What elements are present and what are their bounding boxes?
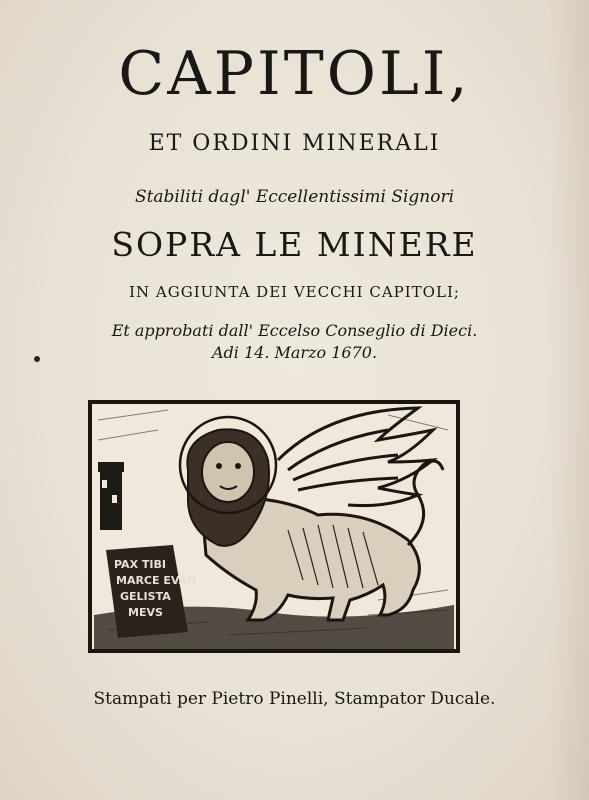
subtitle-stabiliti: Stabiliti dagl' Eccellentissimi Signori (134, 187, 455, 207)
banner-line-4: MEVS (128, 606, 163, 619)
subtitle-in-aggiunta: IN AGGIUNTA DEI VECCHI CAPITOLI; (129, 283, 460, 301)
page-title: CAPITOLI, (118, 39, 471, 109)
ink-speck (34, 356, 40, 362)
date-line: Adi 14. Marzo 1670. (211, 343, 378, 362)
subtitle-sopra-le-minere: SOPRA LE MINERE (111, 225, 478, 264)
imprint-line: Stampati per Pietro Pinelli, Stampator Ducale. (93, 689, 496, 709)
banner-line-2: MARCE EVAN (116, 574, 197, 587)
subtitle-ordini-minerali: ET ORDINI MINERALI (148, 131, 441, 156)
approval-line: Et approbati dall' Eccelso Conseglio di Dieci. (111, 321, 478, 340)
banner-line-3: GELISTA (120, 590, 171, 603)
lion-of-saint-mark-woodcut (88, 400, 460, 653)
woodcut-illustration (88, 400, 460, 653)
banner-line-1: PAX TIBI (114, 558, 166, 571)
tower-icon (98, 462, 124, 530)
